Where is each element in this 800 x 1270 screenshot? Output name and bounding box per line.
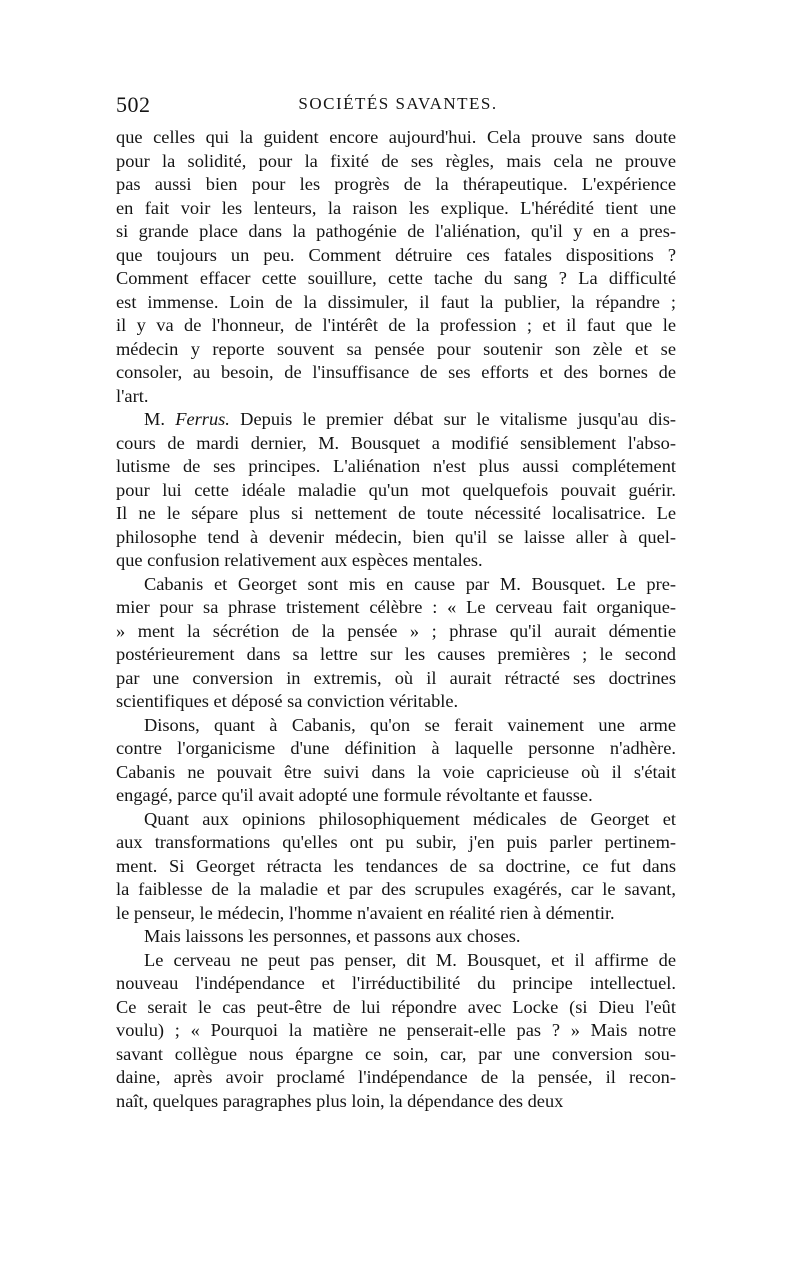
- running-head: SOCIÉTÉS SAVANTES.: [298, 94, 498, 113]
- text-line: mier pour sa phrase tristement célèbre : « Le cerveau fait organique-: [116, 597, 676, 617]
- speaker-text: Depuis le premier débat sur le vitalisme jusqu'au dis-: [229, 409, 676, 429]
- text-line: consoler, au besoin, de l'insuffisance de ses efforts et des bornes de: [116, 362, 676, 382]
- text-line: médecin y reporte souvent sa pensée pour soutenir son zèle et se: [116, 338, 676, 359]
- text-line: philosophe tend à devenir médecin, bien qu'il se laisse aller à quel-: [116, 526, 676, 547]
- text-line: voulu) ; « Pourquoi la matière ne penserait-elle pas ? » Mais notre: [116, 1020, 676, 1040]
- text-line: si grande place dans la pathogénie de l'aliénation, qu'il y en a pres-: [116, 221, 676, 241]
- paragraph: [116, 126, 676, 408]
- text-line: pour la solidité, pour la fixité de ses règles, mais cela ne prouve: [116, 150, 676, 171]
- text-line: [116, 408, 676, 432]
- text-line: naît, quelques paragraphes plus loin, la dépendance des deux: [116, 1090, 564, 1111]
- text-line: la faiblesse de la maladie et par des scrupules exagérés, car le savant,: [116, 879, 676, 899]
- paragraph: [116, 949, 676, 1114]
- text-line: » ment la sécrétion de la pensée » ; phrase qu'il aurait démentie: [116, 620, 676, 641]
- text-line: nouveau l'indépendance et l'irréductibilité du principe intellectuel.: [116, 973, 676, 993]
- paragraph: [116, 808, 676, 926]
- text-line: lutisme de ses principes. L'aliénation n'est plus aussi complétement: [116, 456, 676, 476]
- text-line: savant collègue nous épargne ce soin, car, par une conversion sou-: [116, 1043, 676, 1064]
- text-line: que toujours un peu. Comment détruire ces fatales dispositions ?: [116, 244, 676, 265]
- text-line: est immense. Loin de la dissimuler, il faut la publier, la répandre ;: [116, 291, 676, 312]
- paragraph: [116, 925, 676, 949]
- text-line: pour lui cette idéale maladie qu'un mot quelquefois pouvait guérir.: [116, 479, 676, 500]
- text-line: l'art.: [116, 385, 149, 406]
- text-line: ment. Si Georget rétracta les tendances de sa doctrine, ce fut dans: [116, 855, 676, 876]
- paragraph: [116, 714, 676, 808]
- text-line: Cabanis et Georget sont mis en cause par M. Bousquet. Le pre-: [144, 573, 676, 594]
- page-body: [116, 126, 676, 1113]
- paragraph: [116, 573, 676, 714]
- text-line: le penseur, le médecin, l'homme n'avaient en réalité rien à démentir.: [116, 902, 615, 923]
- text-line: pas aussi bien pour les progrès de la thérapeutique. L'expérience: [116, 174, 676, 194]
- text-line: aux transformations qu'elles ont pu subir, j'en puis parler pertinem-: [116, 832, 676, 852]
- text-line: contre l'organicisme d'une définition à laquelle personne n'adhère.: [116, 738, 676, 758]
- text-line: Quant aux opinions philosophiquement médicales de Georget et: [144, 808, 676, 829]
- speaker-name: Ferrus.: [175, 409, 230, 429]
- text-line: il y va de l'honneur, de l'intérêt de la profession ; et il faut que le: [116, 315, 676, 335]
- text-line: cours de mardi dernier, M. Bousquet a modifié sensiblement l'abso-: [116, 432, 676, 453]
- text-line: daine, après avoir proclamé l'indépendance de la pensée, il recon-: [116, 1067, 676, 1087]
- text-line: engagé, parce qu'il avait adopté une formule révoltante et fausse.: [116, 785, 593, 805]
- text-line: Mais laissons les personnes, et passons aux choses.: [144, 926, 521, 946]
- text-line: en fait voir les lenteurs, la raison les explique. L'hérédité tient une: [116, 197, 676, 218]
- text-line: Cabanis ne pouvait être suivi dans la voie capricieuse où il s'était: [116, 761, 676, 782]
- text-line: Il ne le sépare plus si nettement de toute nécessité localisatrice. Le: [116, 503, 676, 523]
- text-line: Comment effacer cette souillure, cette tache du sang ? La difficulté: [116, 268, 676, 288]
- text-line: Disons, quant à Cabanis, qu'on se ferait vainement une arme: [144, 714, 676, 735]
- speaker-prefix: M.: [144, 409, 176, 429]
- text-line: Ce serait le cas peut-être de lui répondre avec Locke (si Dieu l'eût: [116, 996, 676, 1017]
- page-number: 502: [116, 92, 151, 117]
- text-line: Le cerveau ne peut pas penser, dit M. Bousquet, et il affirme de: [144, 949, 676, 970]
- text-line: que celles qui la guident encore aujourd'hui. Cela prouve sans doute: [116, 127, 676, 147]
- text-line: par une conversion in extremis, où il aurait rétracté ses doctrines: [116, 667, 676, 688]
- page-header: [116, 92, 680, 122]
- text-line: que confusion relativement aux espèces mentales.: [116, 550, 483, 570]
- paragraph: [116, 408, 676, 573]
- text-line: scientifiques et déposé sa conviction véritable.: [116, 691, 459, 711]
- text-line: postérieurement dans sa lettre sur les causes premières ; le second: [116, 644, 676, 664]
